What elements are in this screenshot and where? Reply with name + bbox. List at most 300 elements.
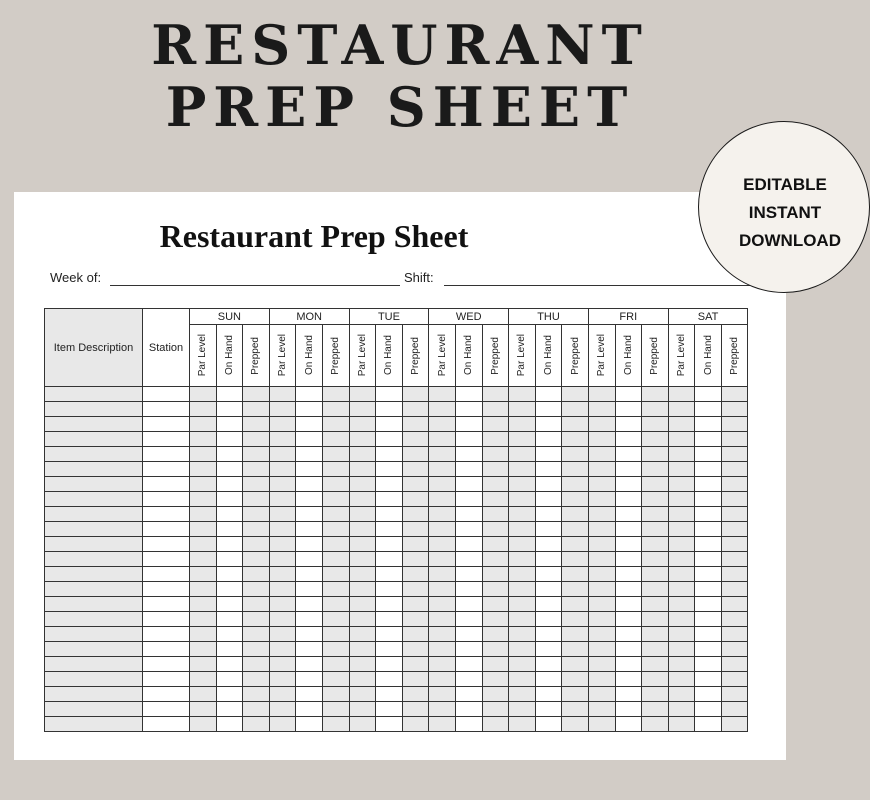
value-cell[interactable] — [535, 702, 562, 717]
value-cell[interactable] — [376, 477, 403, 492]
value-cell[interactable] — [562, 462, 589, 477]
value-cell[interactable] — [482, 492, 509, 507]
value-cell[interactable] — [588, 597, 615, 612]
value-cell[interactable] — [429, 717, 456, 732]
value-cell[interactable] — [509, 717, 536, 732]
value-cell[interactable] — [668, 567, 695, 582]
value-cell[interactable] — [216, 687, 243, 702]
value-cell[interactable] — [269, 402, 296, 417]
value-cell[interactable] — [668, 702, 695, 717]
value-cell[interactable] — [296, 552, 323, 567]
station-cell[interactable] — [143, 402, 190, 417]
value-cell[interactable] — [216, 567, 243, 582]
value-cell[interactable] — [482, 552, 509, 567]
value-cell[interactable] — [429, 672, 456, 687]
value-cell[interactable] — [349, 642, 376, 657]
item-cell[interactable] — [45, 507, 143, 522]
value-cell[interactable] — [429, 387, 456, 402]
value-cell[interactable] — [615, 537, 642, 552]
item-cell[interactable] — [45, 672, 143, 687]
value-cell[interactable] — [429, 687, 456, 702]
value-cell[interactable] — [296, 492, 323, 507]
value-cell[interactable] — [429, 612, 456, 627]
value-cell[interactable] — [269, 582, 296, 597]
value-cell[interactable] — [562, 477, 589, 492]
value-cell[interactable] — [642, 537, 669, 552]
value-cell[interactable] — [721, 462, 748, 477]
value-cell[interactable] — [216, 552, 243, 567]
value-cell[interactable] — [216, 432, 243, 447]
item-cell[interactable] — [45, 657, 143, 672]
value-cell[interactable] — [243, 627, 270, 642]
value-cell[interactable] — [455, 447, 482, 462]
value-cell[interactable] — [296, 657, 323, 672]
value-cell[interactable] — [216, 717, 243, 732]
value-cell[interactable] — [668, 552, 695, 567]
value-cell[interactable] — [642, 492, 669, 507]
value-cell[interactable] — [190, 507, 217, 522]
value-cell[interactable] — [562, 687, 589, 702]
value-cell[interactable] — [429, 432, 456, 447]
value-cell[interactable] — [482, 567, 509, 582]
value-cell[interactable] — [455, 432, 482, 447]
value-cell[interactable] — [190, 657, 217, 672]
value-cell[interactable] — [269, 597, 296, 612]
value-cell[interactable] — [509, 597, 536, 612]
value-cell[interactable] — [190, 417, 217, 432]
value-cell[interactable] — [190, 642, 217, 657]
value-cell[interactable] — [535, 597, 562, 612]
value-cell[interactable] — [243, 612, 270, 627]
value-cell[interactable] — [695, 687, 722, 702]
value-cell[interactable] — [322, 432, 349, 447]
station-cell[interactable] — [143, 552, 190, 567]
value-cell[interactable] — [642, 552, 669, 567]
station-cell[interactable] — [143, 687, 190, 702]
value-cell[interactable] — [190, 477, 217, 492]
value-cell[interactable] — [322, 567, 349, 582]
item-cell[interactable] — [45, 432, 143, 447]
value-cell[interactable] — [668, 672, 695, 687]
value-cell[interactable] — [455, 567, 482, 582]
value-cell[interactable] — [429, 642, 456, 657]
value-cell[interactable] — [402, 582, 429, 597]
value-cell[interactable] — [190, 567, 217, 582]
value-cell[interactable] — [190, 492, 217, 507]
value-cell[interactable] — [376, 447, 403, 462]
value-cell[interactable] — [695, 522, 722, 537]
station-cell[interactable] — [143, 627, 190, 642]
value-cell[interactable] — [429, 627, 456, 642]
value-cell[interactable] — [482, 462, 509, 477]
value-cell[interactable] — [190, 687, 217, 702]
value-cell[interactable] — [721, 642, 748, 657]
value-cell[interactable] — [190, 717, 217, 732]
value-cell[interactable] — [455, 387, 482, 402]
value-cell[interactable] — [721, 417, 748, 432]
value-cell[interactable] — [243, 567, 270, 582]
value-cell[interactable] — [349, 717, 376, 732]
station-cell[interactable] — [143, 702, 190, 717]
value-cell[interactable] — [216, 612, 243, 627]
value-cell[interactable] — [296, 567, 323, 582]
item-cell[interactable] — [45, 402, 143, 417]
value-cell[interactable] — [615, 507, 642, 522]
value-cell[interactable] — [562, 567, 589, 582]
value-cell[interactable] — [296, 522, 323, 537]
value-cell[interactable] — [269, 447, 296, 462]
value-cell[interactable] — [269, 627, 296, 642]
value-cell[interactable] — [190, 387, 217, 402]
value-cell[interactable] — [243, 402, 270, 417]
value-cell[interactable] — [721, 507, 748, 522]
value-cell[interactable] — [402, 507, 429, 522]
value-cell[interactable] — [269, 387, 296, 402]
value-cell[interactable] — [349, 687, 376, 702]
value-cell[interactable] — [695, 597, 722, 612]
value-cell[interactable] — [668, 642, 695, 657]
value-cell[interactable] — [296, 582, 323, 597]
value-cell[interactable] — [429, 567, 456, 582]
value-cell[interactable] — [269, 417, 296, 432]
value-cell[interactable] — [216, 657, 243, 672]
value-cell[interactable] — [296, 702, 323, 717]
value-cell[interactable] — [402, 687, 429, 702]
value-cell[interactable] — [402, 642, 429, 657]
value-cell[interactable] — [535, 492, 562, 507]
week-of-field[interactable] — [110, 285, 400, 286]
value-cell[interactable] — [668, 447, 695, 462]
value-cell[interactable] — [349, 492, 376, 507]
value-cell[interactable] — [296, 612, 323, 627]
value-cell[interactable] — [376, 522, 403, 537]
value-cell[interactable] — [482, 627, 509, 642]
value-cell[interactable] — [695, 417, 722, 432]
value-cell[interactable] — [402, 552, 429, 567]
value-cell[interactable] — [402, 702, 429, 717]
value-cell[interactable] — [535, 627, 562, 642]
value-cell[interactable] — [695, 627, 722, 642]
value-cell[interactable] — [615, 582, 642, 597]
value-cell[interactable] — [243, 642, 270, 657]
value-cell[interactable] — [402, 522, 429, 537]
value-cell[interactable] — [376, 627, 403, 642]
value-cell[interactable] — [349, 612, 376, 627]
value-cell[interactable] — [482, 672, 509, 687]
value-cell[interactable] — [535, 552, 562, 567]
value-cell[interactable] — [642, 507, 669, 522]
value-cell[interactable] — [535, 642, 562, 657]
item-cell[interactable] — [45, 447, 143, 462]
value-cell[interactable] — [455, 657, 482, 672]
item-cell[interactable] — [45, 567, 143, 582]
value-cell[interactable] — [269, 492, 296, 507]
value-cell[interactable] — [535, 687, 562, 702]
value-cell[interactable] — [588, 432, 615, 447]
value-cell[interactable] — [402, 537, 429, 552]
value-cell[interactable] — [721, 672, 748, 687]
item-cell[interactable] — [45, 597, 143, 612]
value-cell[interactable] — [615, 432, 642, 447]
value-cell[interactable] — [269, 507, 296, 522]
value-cell[interactable] — [296, 627, 323, 642]
value-cell[interactable] — [509, 672, 536, 687]
value-cell[interactable] — [482, 687, 509, 702]
value-cell[interactable] — [216, 642, 243, 657]
value-cell[interactable] — [402, 717, 429, 732]
item-cell[interactable] — [45, 717, 143, 732]
value-cell[interactable] — [615, 642, 642, 657]
value-cell[interactable] — [642, 702, 669, 717]
value-cell[interactable] — [562, 597, 589, 612]
value-cell[interactable] — [562, 492, 589, 507]
value-cell[interactable] — [322, 657, 349, 672]
value-cell[interactable] — [402, 417, 429, 432]
value-cell[interactable] — [588, 627, 615, 642]
value-cell[interactable] — [615, 567, 642, 582]
shift-field[interactable] — [444, 285, 754, 286]
value-cell[interactable] — [562, 657, 589, 672]
value-cell[interactable] — [429, 552, 456, 567]
value-cell[interactable] — [269, 567, 296, 582]
value-cell[interactable] — [535, 477, 562, 492]
value-cell[interactable] — [642, 477, 669, 492]
value-cell[interactable] — [216, 597, 243, 612]
value-cell[interactable] — [588, 537, 615, 552]
value-cell[interactable] — [243, 597, 270, 612]
value-cell[interactable] — [376, 612, 403, 627]
value-cell[interactable] — [376, 597, 403, 612]
value-cell[interactable] — [402, 462, 429, 477]
value-cell[interactable] — [695, 672, 722, 687]
value-cell[interactable] — [695, 552, 722, 567]
value-cell[interactable] — [535, 462, 562, 477]
value-cell[interactable] — [269, 717, 296, 732]
value-cell[interactable] — [190, 462, 217, 477]
value-cell[interactable] — [509, 642, 536, 657]
value-cell[interactable] — [455, 507, 482, 522]
value-cell[interactable] — [482, 522, 509, 537]
value-cell[interactable] — [482, 642, 509, 657]
value-cell[interactable] — [562, 522, 589, 537]
value-cell[interactable] — [296, 462, 323, 477]
value-cell[interactable] — [190, 672, 217, 687]
value-cell[interactable] — [721, 612, 748, 627]
value-cell[interactable] — [269, 552, 296, 567]
value-cell[interactable] — [535, 567, 562, 582]
value-cell[interactable] — [562, 582, 589, 597]
value-cell[interactable] — [402, 477, 429, 492]
value-cell[interactable] — [376, 417, 403, 432]
value-cell[interactable] — [615, 717, 642, 732]
value-cell[interactable] — [376, 702, 403, 717]
value-cell[interactable] — [562, 612, 589, 627]
value-cell[interactable] — [615, 492, 642, 507]
value-cell[interactable] — [269, 612, 296, 627]
item-cell[interactable] — [45, 582, 143, 597]
value-cell[interactable] — [455, 597, 482, 612]
value-cell[interactable] — [482, 537, 509, 552]
value-cell[interactable] — [535, 657, 562, 672]
value-cell[interactable] — [455, 702, 482, 717]
value-cell[interactable] — [243, 387, 270, 402]
value-cell[interactable] — [216, 537, 243, 552]
value-cell[interactable] — [296, 507, 323, 522]
value-cell[interactable] — [615, 477, 642, 492]
value-cell[interactable] — [695, 582, 722, 597]
value-cell[interactable] — [322, 582, 349, 597]
item-cell[interactable] — [45, 627, 143, 642]
value-cell[interactable] — [243, 702, 270, 717]
item-cell[interactable] — [45, 417, 143, 432]
value-cell[interactable] — [243, 417, 270, 432]
value-cell[interactable] — [296, 387, 323, 402]
value-cell[interactable] — [562, 717, 589, 732]
value-cell[interactable] — [455, 417, 482, 432]
value-cell[interactable] — [509, 432, 536, 447]
value-cell[interactable] — [269, 672, 296, 687]
value-cell[interactable] — [642, 627, 669, 642]
value-cell[interactable] — [509, 387, 536, 402]
value-cell[interactable] — [721, 477, 748, 492]
value-cell[interactable] — [668, 432, 695, 447]
station-cell[interactable] — [143, 567, 190, 582]
value-cell[interactable] — [509, 447, 536, 462]
value-cell[interactable] — [509, 552, 536, 567]
value-cell[interactable] — [376, 507, 403, 522]
value-cell[interactable] — [721, 537, 748, 552]
value-cell[interactable] — [695, 477, 722, 492]
value-cell[interactable] — [562, 702, 589, 717]
item-cell[interactable] — [45, 552, 143, 567]
value-cell[interactable] — [588, 387, 615, 402]
value-cell[interactable] — [695, 537, 722, 552]
value-cell[interactable] — [216, 627, 243, 642]
value-cell[interactable] — [322, 612, 349, 627]
item-cell[interactable] — [45, 477, 143, 492]
value-cell[interactable] — [376, 687, 403, 702]
value-cell[interactable] — [615, 402, 642, 417]
item-cell[interactable] — [45, 612, 143, 627]
value-cell[interactable] — [642, 402, 669, 417]
value-cell[interactable] — [509, 657, 536, 672]
value-cell[interactable] — [243, 522, 270, 537]
value-cell[interactable] — [322, 672, 349, 687]
value-cell[interactable] — [296, 537, 323, 552]
value-cell[interactable] — [615, 447, 642, 462]
value-cell[interactable] — [429, 582, 456, 597]
item-cell[interactable] — [45, 702, 143, 717]
value-cell[interactable] — [349, 432, 376, 447]
value-cell[interactable] — [322, 537, 349, 552]
value-cell[interactable] — [190, 597, 217, 612]
value-cell[interactable] — [588, 642, 615, 657]
value-cell[interactable] — [562, 417, 589, 432]
station-cell[interactable] — [143, 492, 190, 507]
value-cell[interactable] — [721, 627, 748, 642]
value-cell[interactable] — [216, 702, 243, 717]
item-cell[interactable] — [45, 537, 143, 552]
value-cell[interactable] — [562, 672, 589, 687]
value-cell[interactable] — [721, 402, 748, 417]
value-cell[interactable] — [482, 597, 509, 612]
value-cell[interactable] — [642, 462, 669, 477]
value-cell[interactable] — [376, 642, 403, 657]
station-cell[interactable] — [143, 432, 190, 447]
value-cell[interactable] — [216, 522, 243, 537]
value-cell[interactable] — [668, 477, 695, 492]
value-cell[interactable] — [269, 687, 296, 702]
value-cell[interactable] — [322, 642, 349, 657]
value-cell[interactable] — [668, 597, 695, 612]
value-cell[interactable] — [562, 552, 589, 567]
value-cell[interactable] — [190, 702, 217, 717]
value-cell[interactable] — [269, 702, 296, 717]
value-cell[interactable] — [642, 642, 669, 657]
value-cell[interactable] — [482, 507, 509, 522]
value-cell[interactable] — [429, 522, 456, 537]
value-cell[interactable] — [509, 687, 536, 702]
item-cell[interactable] — [45, 687, 143, 702]
value-cell[interactable] — [642, 657, 669, 672]
value-cell[interactable] — [455, 642, 482, 657]
value-cell[interactable] — [509, 507, 536, 522]
value-cell[interactable] — [509, 417, 536, 432]
value-cell[interactable] — [243, 582, 270, 597]
value-cell[interactable] — [535, 537, 562, 552]
value-cell[interactable] — [695, 492, 722, 507]
value-cell[interactable] — [588, 507, 615, 522]
value-cell[interactable] — [455, 582, 482, 597]
value-cell[interactable] — [455, 552, 482, 567]
value-cell[interactable] — [190, 537, 217, 552]
value-cell[interactable] — [721, 582, 748, 597]
value-cell[interactable] — [322, 402, 349, 417]
value-cell[interactable] — [429, 492, 456, 507]
value-cell[interactable] — [243, 672, 270, 687]
value-cell[interactable] — [615, 657, 642, 672]
value-cell[interactable] — [482, 477, 509, 492]
value-cell[interactable] — [216, 672, 243, 687]
value-cell[interactable] — [668, 687, 695, 702]
value-cell[interactable] — [721, 567, 748, 582]
value-cell[interactable] — [482, 387, 509, 402]
value-cell[interactable] — [322, 687, 349, 702]
value-cell[interactable] — [243, 687, 270, 702]
value-cell[interactable] — [588, 612, 615, 627]
value-cell[interactable] — [562, 432, 589, 447]
value-cell[interactable] — [190, 552, 217, 567]
value-cell[interactable] — [349, 462, 376, 477]
value-cell[interactable] — [695, 387, 722, 402]
value-cell[interactable] — [695, 447, 722, 462]
value-cell[interactable] — [535, 447, 562, 462]
value-cell[interactable] — [322, 627, 349, 642]
value-cell[interactable] — [642, 567, 669, 582]
value-cell[interactable] — [642, 717, 669, 732]
value-cell[interactable] — [269, 522, 296, 537]
value-cell[interactable] — [642, 612, 669, 627]
value-cell[interactable] — [349, 387, 376, 402]
value-cell[interactable] — [535, 672, 562, 687]
value-cell[interactable] — [243, 552, 270, 567]
value-cell[interactable] — [216, 417, 243, 432]
value-cell[interactable] — [349, 537, 376, 552]
value-cell[interactable] — [349, 477, 376, 492]
station-cell[interactable] — [143, 387, 190, 402]
value-cell[interactable] — [509, 492, 536, 507]
value-cell[interactable] — [429, 597, 456, 612]
